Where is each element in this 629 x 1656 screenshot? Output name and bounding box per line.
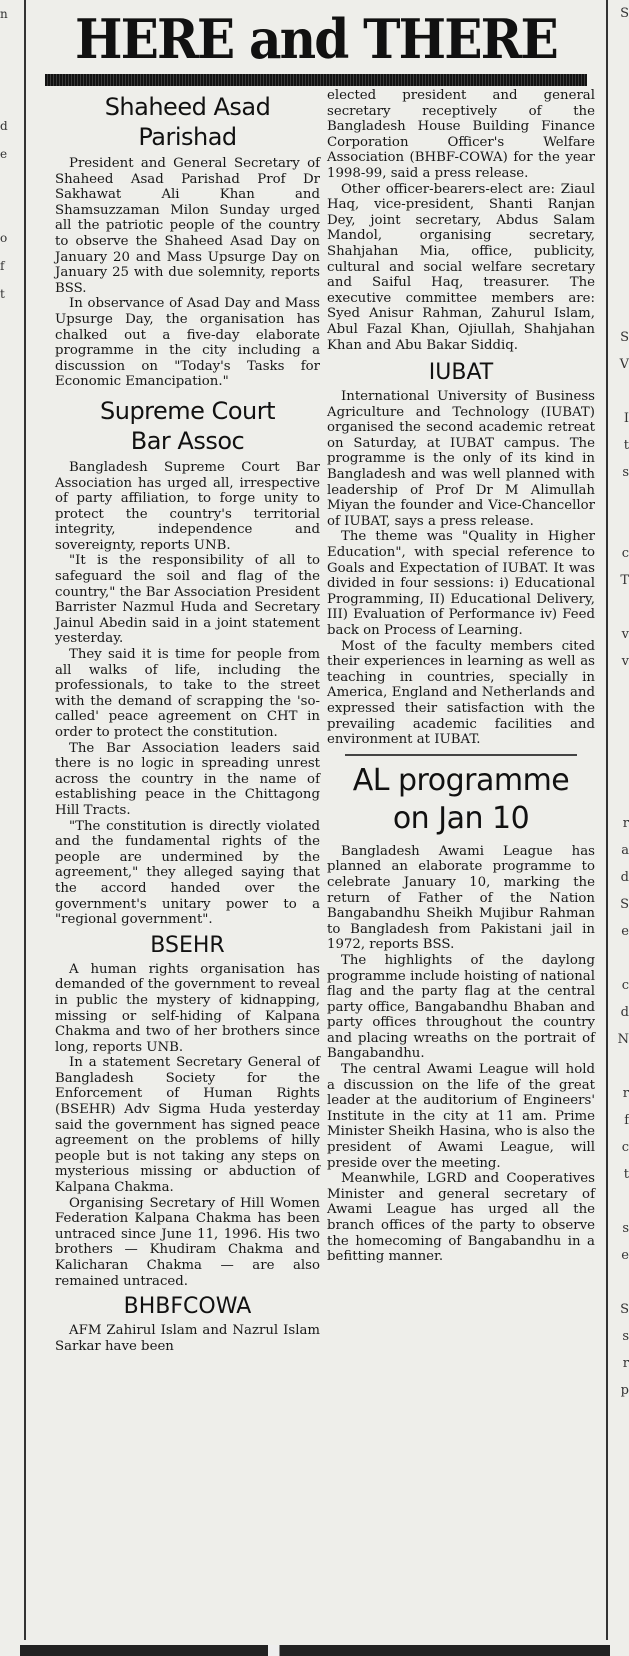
edge-fragment — [610, 297, 629, 324]
edge-fragment — [0, 1036, 20, 1064]
column-rule-left — [24, 0, 26, 1640]
paragraph: A human rights organisation has demanded of the government to reveal in public the mystery of kidnapping, missing or self-hiding of Kalpana Chakma and two of her brothers since long, reports UNB. — [55, 961, 320, 1055]
edge-fragment — [0, 980, 20, 1008]
edge-fragment — [610, 27, 629, 54]
edge-fragment — [0, 1260, 20, 1288]
article-iubat — [327, 359, 595, 748]
paragraph: elected president and general secretary receptively of the Bangladesh House Building Finance Corporation Officer's Welfare Association (BHBF-COWA) for the year 1998-99, said a press release. — [327, 88, 595, 181]
edge-fragment — [0, 1092, 20, 1120]
paragraph: The theme was "Quality in Higher Education", with special reference to Goals and Expectation of IUBAT. It was divided in four sessions: i) Educational Programming, II) Educational Delivery, III) Evaluation of Performance iv) Feed back on Process of Learning. — [327, 529, 595, 638]
article-bhbfcowa-continued — [327, 88, 595, 353]
headline-al-line2: on Jan 10 — [392, 800, 530, 836]
edge-fragment — [610, 702, 629, 729]
edge-fragment — [0, 392, 20, 420]
edge-fragment — [0, 784, 20, 812]
edge-fragment: s — [622, 465, 629, 480]
edge-fragment — [610, 729, 629, 756]
edge-fragment — [0, 168, 20, 196]
edge-fragment: f — [0, 259, 5, 273]
edge-fragment: d — [620, 1005, 629, 1020]
edge-fragment — [0, 728, 20, 756]
edge-fragment — [610, 81, 629, 108]
edge-fragment — [0, 1120, 20, 1148]
edge-fragment: n — [0, 7, 8, 21]
edge-fragment — [0, 616, 20, 644]
edge-fragment — [610, 54, 629, 81]
edge-fragment — [0, 1176, 20, 1204]
edge-fragment — [0, 812, 20, 840]
edge-fragment: t — [623, 1167, 629, 1182]
paragraph: The central Awami League will hold a discussion on the life of the great leader at the auditorium of Engineers' Institute in the city at 11 am. Prime Minister Sheikh Hasina, who is also the president of Awami League, will preside over the meeting. — [327, 1062, 595, 1171]
paragraph: "The constitution is directly violated and the fundamental rights of the people are undermined by the agreement," they alleged saying that the accord handed over the government's unitary power to a "regional government". — [55, 818, 320, 928]
paragraph: The Bar Association leaders said there is no logic in spreading unrest across the country in the name of establishing peace in the Chittagong Hill Tracts. — [55, 740, 320, 818]
edge-fragment: S — [620, 330, 629, 345]
edge-fragment — [610, 162, 629, 189]
paragraph: President and General Secretary of Shaheed Asad Parishad Prof Dr Sakhawat Ali Khan and Shamsuzzaman Milon Sunday urged all the patriotic people of the country to observe the Shaheed Asad Day on January 20 and Mass Upsurge Day on January 25 with due solemnity, reports BSS. — [55, 156, 320, 296]
edge-fragment: f — [624, 1113, 629, 1128]
edge-fragment: V — [619, 357, 629, 372]
column-rule-right — [606, 0, 608, 1640]
headline-iubat: IUBAT — [428, 360, 494, 386]
edge-fragment — [610, 1269, 629, 1296]
edge-fragment — [0, 448, 20, 476]
paragraph: Other officer-bearers-elect are: Ziaul Haq, vice-president, Shanti Ranjan Dey, joint secretary, Abdus Salam Mandol, organising secretary, Shahjahan Mia, office, publicity, cultural and social welfare secretary and Saiful Haq, treasurer. The executive committee members are: Syed Anisur Rahman, Zahurul Islam, Abul Fazal Khan, Ojiullah, Shahjahan Khan and Abu Bakar Siddiq. — [327, 181, 595, 353]
paragraph: Bangladesh Supreme Court Bar Association has urged all, irrespective of party affiliation, to forge unity to protect the country's territorial integrity, independence and sovereignty, reports UNB. — [55, 459, 320, 553]
edge-fragment — [0, 84, 20, 112]
edge-fragment: S — [620, 897, 629, 912]
paragraph: In observance of Asad Day and Mass Upsurge Day, the organisation has chalked out a five-day elaborate programme in the city including a discussion on "Today's Tasks for Economic Emancipation." — [55, 296, 320, 390]
edge-fragment — [0, 896, 20, 924]
edge-fragment — [0, 588, 20, 616]
edge-fragment — [610, 243, 629, 270]
edge-fragment: c — [621, 546, 629, 561]
edge-fragment — [0, 756, 20, 784]
edge-fragment — [610, 675, 629, 702]
edge-fragment — [0, 476, 20, 504]
edge-fragment: S — [620, 6, 629, 21]
edge-fragment — [0, 1148, 20, 1176]
adjacent-column-left-edge — [0, 0, 20, 1656]
edge-fragment — [610, 486, 629, 513]
edge-fragment — [0, 700, 20, 728]
masthead-bar — [45, 74, 587, 86]
edge-fragment: c — [621, 1140, 629, 1155]
edge-fragment — [610, 1053, 629, 1080]
edge-fragment: p — [620, 1383, 629, 1398]
edge-fragment — [0, 28, 20, 56]
edge-fragment — [0, 560, 20, 588]
edge-fragment: r — [622, 1356, 629, 1371]
paragraph: Organising Secretary of Hill Women Federation Kalpana Chakma has been untraced since June 11, 1996. His two brothers — Khudiram Chakma and Kalicharan Chakma — are also remained untraced. — [55, 1195, 320, 1289]
edge-fragment — [0, 364, 20, 392]
edge-fragment — [610, 783, 629, 810]
paragraph: International University of Business Agriculture and Technology (IUBAT) organised the second academic retreat on Saturday, at IUBAT campus. The programme is the only of its kind in Bangladesh and was well planned with leadership of Prof Dr M Alimullah Miyan the founder and Vice-Chancellor of IUBAT, says a press release. — [327, 389, 595, 529]
edge-fragment — [0, 840, 20, 868]
edge-fragment: r — [622, 1086, 629, 1101]
edge-fragment — [0, 952, 20, 980]
headline-shaheed-line2: Parishad — [138, 123, 237, 151]
edge-fragment — [0, 924, 20, 952]
edge-fragment — [0, 56, 20, 84]
edge-fragment — [0, 1204, 20, 1232]
headline-shaheed-line1: Shaheed Asad — [104, 93, 271, 121]
paragraph: Meanwhile, LGRD and Cooperatives Minister and general secretary of Awami League has urged all the branch offices of the party to observe the homecoming of Bangabandhu in a befitting manner. — [327, 1171, 595, 1265]
edge-fragment — [0, 672, 20, 700]
paragraph: AFM Zahirul Islam and Nazrul Islam Sarkar have been — [55, 1323, 320, 1354]
article-al-programme — [327, 762, 595, 1265]
bottom-border-band — [20, 1645, 610, 1656]
headline-supreme-line1: Supreme Court — [100, 396, 275, 425]
edge-fragment — [610, 945, 629, 972]
adjacent-column-right-edge — [610, 0, 629, 1656]
edge-fragment: d — [620, 870, 629, 885]
edge-fragment — [0, 532, 20, 560]
edge-fragment — [610, 216, 629, 243]
edge-fragment: T — [620, 573, 629, 588]
edge-fragment: v — [621, 654, 629, 669]
section-masthead: HERE and THERE — [75, 7, 557, 71]
edge-fragment — [0, 1232, 20, 1260]
edge-fragment: o — [0, 231, 8, 245]
edge-fragment — [610, 270, 629, 297]
headline-al-line1: AL programme — [352, 762, 570, 798]
article-shaheed-asad — [55, 92, 320, 390]
article-supreme-court — [55, 396, 320, 928]
edge-fragment — [610, 189, 629, 216]
left-column — [55, 92, 320, 1354]
edge-fragment — [610, 1188, 629, 1215]
edge-fragment: e — [621, 924, 629, 939]
edge-fragment: s — [622, 1221, 629, 1236]
edge-fragment — [610, 594, 629, 621]
paragraph: "It is the responsibility of all to safeguard the soil and flag of the country," the Bar Association President Barrister Nazmul Huda and Secretary Jainul Abedin said in a joint statement yesterday. — [55, 553, 320, 647]
edge-fragment: S — [620, 1302, 629, 1317]
headline-supreme-line2: Bar Assoc — [130, 426, 245, 455]
edge-fragment — [0, 868, 20, 896]
edge-fragment: e — [621, 1248, 629, 1263]
edge-fragment — [0, 1344, 20, 1372]
here-and-there-section — [27, 0, 605, 1640]
paragraph: Most of the faculty members cited their experiences in learning as well as teaching in countries, specially in America, England and Netherlands and expressed their satisfaction with the prevailing academic facilities and environment at IUBAT. — [327, 638, 595, 748]
paragraph: The highlights of the daylong programme include hoisting of national flag and the party flag at the central party office, Bangabandhu Bhaban and party offices throughout the country and placing wreaths on the portrait of Bangabandhu. — [327, 952, 595, 1062]
edge-fragment — [610, 378, 629, 405]
article-bsehr — [55, 932, 320, 1289]
edge-fragment — [0, 1288, 20, 1316]
edge-fragment — [0, 196, 20, 224]
edge-fragment — [610, 108, 629, 135]
edge-fragment: d — [0, 119, 8, 133]
edge-fragment — [0, 1008, 20, 1036]
edge-fragment — [610, 756, 629, 783]
edge-fragment: t — [623, 438, 629, 453]
article-separator — [345, 754, 577, 756]
edge-fragment: a — [621, 843, 629, 858]
right-column — [327, 88, 595, 1265]
edge-fragment: N — [617, 1032, 629, 1047]
edge-fragment — [610, 513, 629, 540]
edge-fragment: I — [623, 411, 629, 426]
edge-fragment — [0, 336, 20, 364]
headline-bsehr: BSEHR — [150, 932, 225, 958]
edge-fragment — [0, 1372, 20, 1400]
edge-fragment — [0, 504, 20, 532]
paragraph: Bangladesh Awami League has planned an elaborate programme to celebrate January 10, marking the return of Father of the Nation Bangabandhu Sheikh Mujibur Rahman to Bangladesh from Pakistani jail in 1972, reports BSS. — [327, 843, 595, 953]
edge-fragment — [0, 420, 20, 448]
edge-fragment: v — [621, 627, 629, 642]
article-bhbfcowa — [55, 1293, 320, 1354]
edge-fragment — [0, 644, 20, 672]
edge-fragment: s — [622, 1329, 629, 1344]
edge-fragment: t — [0, 287, 5, 301]
paragraph: They said it is time for people from all walks of life, including the professionals, to take to the street with the demand of scrapping the 'so-called' peace agreement on CHT in order to protect the constitution. — [55, 647, 320, 740]
edge-fragment — [610, 135, 629, 162]
edge-fragment: c — [621, 978, 629, 993]
edge-fragment — [0, 1064, 20, 1092]
edge-fragment — [0, 308, 20, 336]
edge-fragment: e — [0, 147, 8, 161]
edge-fragment — [0, 1316, 20, 1344]
paragraph: In a statement Secretary General of Bangladesh Society for the Enforcement of Human Rights (BSEHR) Adv Sigma Huda yesterday said the government has signed peace agreement on the problems of hilly people but is not taking any steps on mysterious missing or abduction of Kalpana Chakma. — [55, 1055, 320, 1196]
headline-bhbfcowa: BHBFCOWA — [123, 1294, 252, 1320]
edge-fragment: r — [622, 816, 629, 831]
